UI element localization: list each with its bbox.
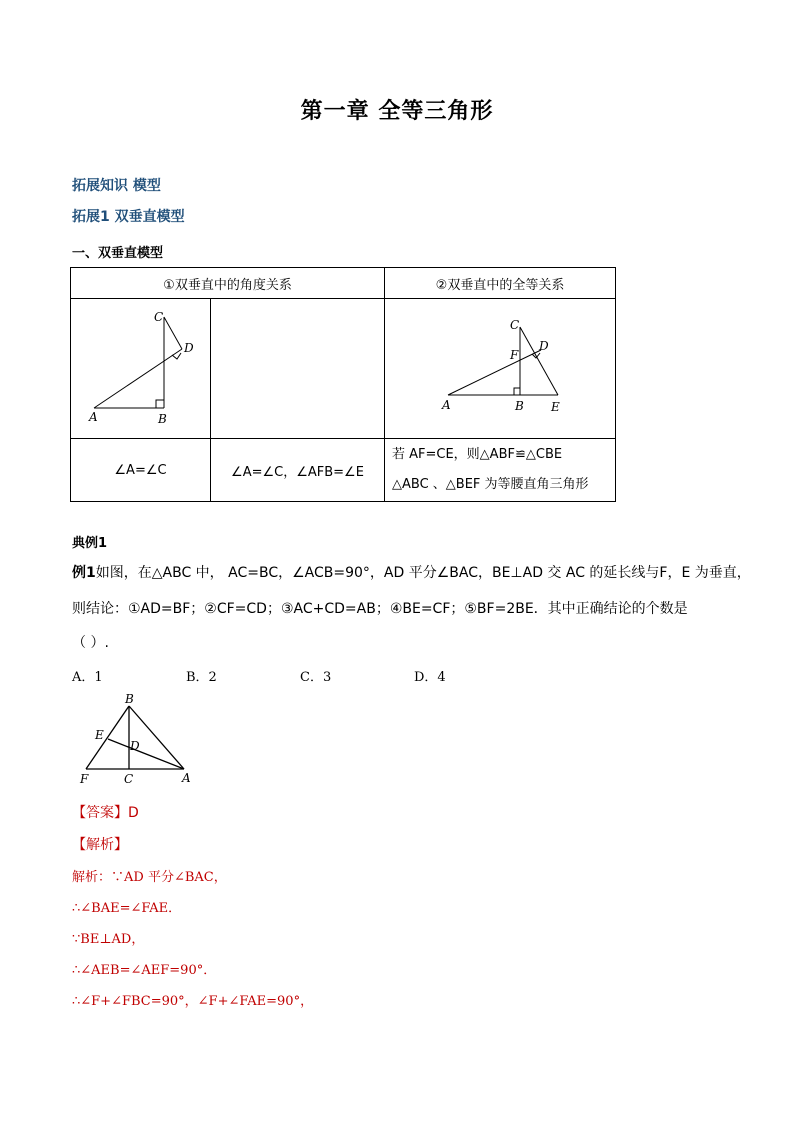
fig-label-f: F bbox=[80, 772, 89, 786]
double-perpendicular-figure-2 bbox=[386, 299, 615, 434]
fig1-label-c: C bbox=[153, 310, 163, 324]
fig2-label-d: D bbox=[538, 339, 549, 353]
congruent-cell bbox=[385, 439, 616, 502]
table-header-congruent: ②双垂直中的全等关系 bbox=[385, 268, 616, 299]
fig1-label-a: A bbox=[88, 410, 98, 424]
fig1-label-b: B bbox=[157, 412, 167, 426]
example-line-1 bbox=[72, 562, 751, 582]
extension1-heading: 拓展1 双垂直模型 bbox=[72, 209, 185, 225]
fig2-label-e: E bbox=[550, 400, 560, 414]
option-b: B．2 bbox=[186, 670, 217, 685]
solution-line-5: ∴∠F+∠FBC=90°，∠F+∠FAE=90°， bbox=[72, 994, 314, 1009]
example-heading: 典例1 bbox=[72, 536, 108, 551]
answer-line bbox=[72, 802, 139, 822]
angle-cell-2: ∠A=∠C，∠AFB=∠E bbox=[211, 439, 385, 502]
option-c: C．3 bbox=[300, 670, 332, 685]
double-perpendicular-figure-1 bbox=[72, 299, 210, 434]
fig-label-d: D bbox=[130, 739, 140, 753]
fig2-label-c: C bbox=[509, 318, 519, 332]
example-statement: 如图，在△ABC 中， AC=BC，∠ACB=90°，AD 平分∠BAC，BE⊥AD 交 AC 的延长线与F，E 为垂直， bbox=[95, 565, 751, 581]
answer-tag: 【答案】 bbox=[72, 805, 128, 821]
option-a: A．1 bbox=[72, 670, 103, 685]
solution-line-1: 解析：∵AD 平分∠BAC， bbox=[72, 870, 227, 885]
analysis-tag: 【解析】 bbox=[72, 837, 128, 853]
model-table bbox=[70, 267, 616, 502]
empty-figure-cell bbox=[211, 299, 385, 439]
congruent-line-2: △ABC 、△BEF 为等腰直角三角形 bbox=[392, 477, 589, 492]
solution-line-2: ∴∠BAE=∠FAE． bbox=[72, 901, 182, 916]
section1-heading: 一、双垂直模型 bbox=[72, 246, 164, 261]
solution-line-3: ∵BE⊥AD， bbox=[72, 932, 145, 947]
answer-value: D bbox=[128, 805, 139, 821]
example-triangle-figure bbox=[72, 690, 202, 790]
example-line-2: 则结论：①AD=BF；②CF=CD；③AC+CD=AB；④BE=CF；⑤BF=2BE．其中正确结论的个数是 bbox=[72, 601, 688, 617]
fig-label-a: A bbox=[182, 771, 191, 785]
congruent-line-1: 若 AF=CE，则△ABF≌△CBE bbox=[392, 447, 563, 462]
solution-line-4: ∴∠AEB=∠AEF=90°． bbox=[72, 963, 217, 978]
table-header-angle: ①双垂直中的角度关系 bbox=[71, 268, 385, 299]
example-line-3: （ ）. bbox=[72, 635, 109, 651]
figure-cell-1 bbox=[71, 299, 211, 439]
fig2-label-a: A bbox=[441, 398, 451, 412]
figure-cell-2 bbox=[385, 299, 616, 439]
fig-label-b: B bbox=[125, 692, 134, 706]
angle-cell-1: ∠A=∠C bbox=[71, 439, 211, 502]
example-label: 例1 bbox=[72, 565, 96, 581]
page-title: 第一章 全等三角形 bbox=[300, 99, 494, 124]
fig-label-c: C bbox=[124, 772, 134, 786]
fig1-label-d: D bbox=[183, 341, 194, 355]
fig2-label-b: B bbox=[514, 399, 524, 413]
option-d: D．4 bbox=[414, 670, 446, 685]
fig2-label-f: F bbox=[509, 348, 518, 362]
fig-label-e: E bbox=[95, 728, 104, 742]
extension-heading: 拓展知识 模型 bbox=[72, 178, 161, 194]
